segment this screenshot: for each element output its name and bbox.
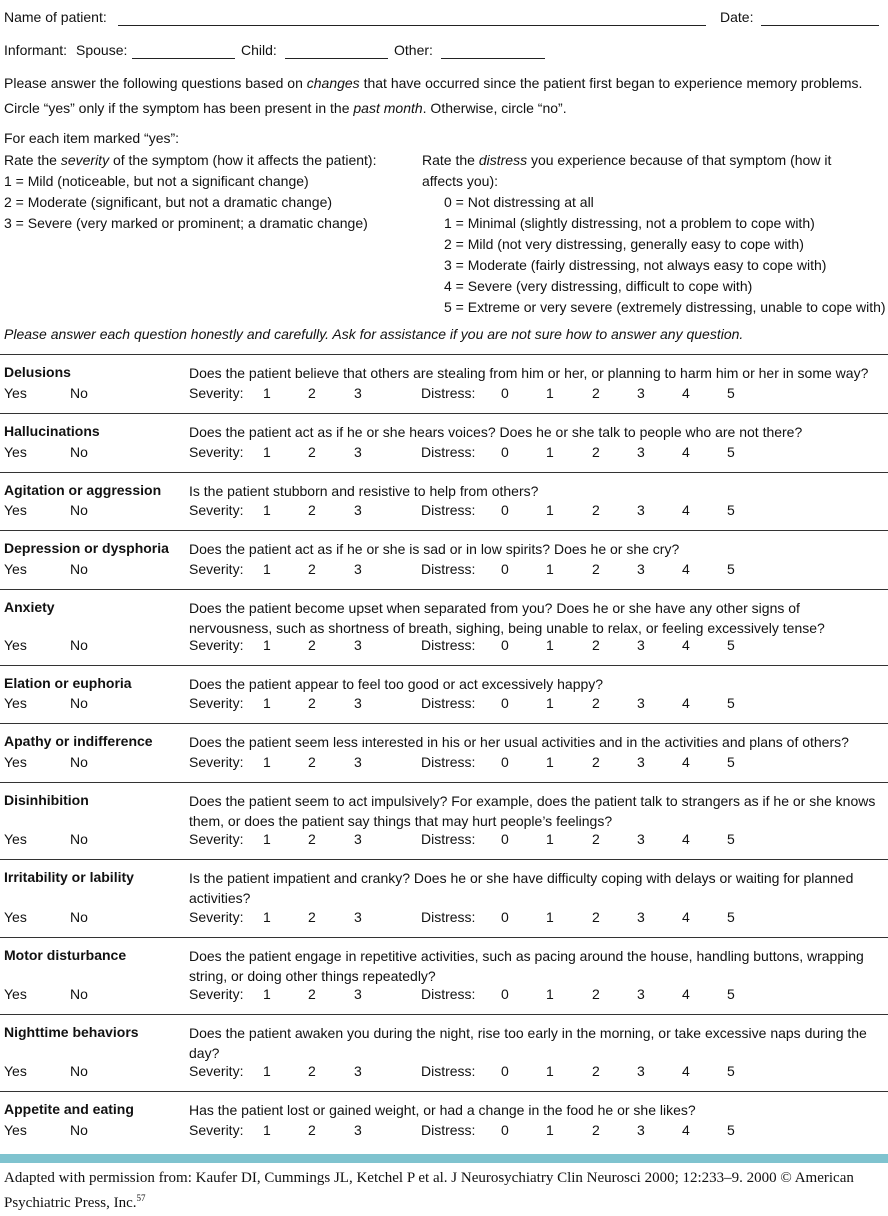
citation: Adapted with permission from: Kaufer DI, Cummings JL, Ketchel P et al. J Neurosychiatry Clin Neurosci 2000; 12:233–9. 2000 © American Psychiatric Press, Inc.$^{57}$ bbox=[4, 1170, 854, 1211]
distress-option-1[interactable]: 1 bbox=[546, 831, 554, 847]
distress-option-2[interactable]: 2 bbox=[592, 986, 600, 1002]
yes-option[interactable]: Yes bbox=[4, 1063, 27, 1079]
distress-option-3[interactable]: 3 bbox=[637, 831, 645, 847]
severity-option-2[interactable]: 2 bbox=[308, 909, 316, 925]
item-divider bbox=[0, 1091, 888, 1092]
severity-option-1[interactable]: 1 bbox=[263, 986, 271, 1002]
distress-option-0[interactable]: 0 bbox=[501, 831, 509, 847]
symptom-question: Does the patient act as if he or she hears voices? Does he or she talk to people who are not there? bbox=[189, 424, 803, 440]
distress-option-1[interactable]: 1 bbox=[546, 637, 554, 653]
distress-option-4[interactable]: 4 bbox=[682, 385, 690, 401]
severity-option-2[interactable]: 2 bbox=[308, 754, 316, 770]
severity-option-3[interactable]: 3 bbox=[354, 1063, 362, 1079]
distress-option-3[interactable]: 3 bbox=[637, 909, 645, 925]
distress-option-2[interactable]: 2 bbox=[592, 831, 600, 847]
distress-option-4[interactable]: 4 bbox=[682, 754, 690, 770]
yes-option[interactable]: Yes bbox=[4, 754, 27, 770]
severity-option-2[interactable]: 2 bbox=[308, 695, 316, 711]
distress-label: Distress: bbox=[421, 502, 476, 518]
severity-label: Severity: bbox=[189, 385, 244, 401]
severity-option-1[interactable]: 1 bbox=[263, 909, 271, 925]
yes-option[interactable]: Yes bbox=[4, 1122, 27, 1138]
distress-option-5[interactable]: 5 bbox=[727, 831, 735, 847]
distress-option-2[interactable]: 2 bbox=[592, 909, 600, 925]
severity-scale-3: 3 = Severe (very marked or prominent; a dramatic change) bbox=[4, 215, 368, 231]
distress-option-3[interactable]: 3 bbox=[637, 561, 645, 577]
distress-option-5[interactable]: 5 bbox=[727, 444, 735, 460]
severity-label: Severity: bbox=[189, 1063, 244, 1079]
distress-scale-0: 0 = Not distressing at all bbox=[444, 194, 594, 210]
distress-label: Distress: bbox=[421, 1063, 476, 1079]
symptom-category: Depression or dysphoria bbox=[4, 540, 169, 556]
instruction-line-2: Circle “yes” only if the symptom has been present in the past month. Otherwise, circle “no”. bbox=[4, 100, 567, 116]
severity-label: Severity: bbox=[189, 561, 244, 577]
distress-instructions bbox=[422, 150, 886, 318]
distress-label: Distress: bbox=[421, 1122, 476, 1138]
severity-option-3[interactable]: 3 bbox=[354, 561, 362, 577]
severity-option-1[interactable]: 1 bbox=[263, 831, 271, 847]
symptom-category: Disinhibition bbox=[4, 792, 89, 808]
no-option[interactable]: No bbox=[70, 444, 88, 460]
item-divider bbox=[0, 354, 888, 355]
severity-option-2[interactable]: 2 bbox=[308, 831, 316, 847]
distress-label: Distress: bbox=[421, 909, 476, 925]
no-option[interactable]: No bbox=[70, 909, 88, 925]
item-divider bbox=[0, 589, 888, 590]
symptom-question: Does the patient appear to feel too good or act excessively happy? bbox=[189, 676, 604, 692]
severity-option-1[interactable]: 1 bbox=[263, 1063, 271, 1079]
severity-option-2[interactable]: 2 bbox=[308, 385, 316, 401]
severity-instructions bbox=[4, 150, 376, 234]
severity-label: Severity: bbox=[189, 502, 244, 518]
symptom-category: Hallucinations bbox=[4, 423, 100, 439]
distress-option-0[interactable]: 0 bbox=[501, 637, 509, 653]
severity-option-3[interactable]: 3 bbox=[354, 831, 362, 847]
distress-option-3[interactable]: 3 bbox=[637, 986, 645, 1002]
severity-option-2[interactable]: 2 bbox=[308, 986, 316, 1002]
severity-label: Severity: bbox=[189, 637, 244, 653]
distress-scale-1: 1 = Minimal (slightly distressing, not a problem to cope with) bbox=[444, 215, 815, 231]
severity-option-3[interactable]: 3 bbox=[354, 909, 362, 925]
instruction-line-1: Please answer the following questions based on changes that have occurred since the patient first began to experience memory problems. bbox=[4, 75, 863, 91]
symptom-category: Apathy or indifference bbox=[4, 733, 153, 749]
informant-label: Informant: bbox=[4, 42, 68, 58]
no-option[interactable]: No bbox=[70, 1122, 88, 1138]
distress-option-2[interactable]: 2 bbox=[592, 444, 600, 460]
distress-option-3[interactable]: 3 bbox=[637, 754, 645, 770]
spouse-label: Spouse: bbox=[76, 42, 128, 58]
distress-scale-3: 3 = Moderate (fairly distressing, not always easy to cope with) bbox=[444, 257, 827, 273]
distress-option-1[interactable]: 1 bbox=[546, 909, 554, 925]
distress-intro: Rate the distress you experience because of that symptom (how it bbox=[422, 152, 832, 168]
symptom-category: Anxiety bbox=[4, 599, 55, 615]
footer-bar bbox=[0, 1154, 888, 1163]
symptom-question: Is the patient impatient and cranky? Does he or she have difficulty coping with delays or waiting for planned activities? bbox=[189, 870, 854, 906]
symptom-category: Agitation or aggression bbox=[4, 482, 162, 498]
no-option[interactable]: No bbox=[70, 637, 88, 653]
severity-option-2[interactable]: 2 bbox=[308, 1063, 316, 1079]
distress-option-0[interactable]: 0 bbox=[501, 754, 509, 770]
for-each-line: For each item marked “yes”: bbox=[4, 130, 180, 146]
distress-option-5[interactable]: 5 bbox=[727, 754, 735, 770]
distress-option-3[interactable]: 3 bbox=[637, 444, 645, 460]
other-field[interactable] bbox=[441, 58, 545, 59]
distress-option-4[interactable]: 4 bbox=[682, 502, 690, 518]
severity-option-3[interactable]: 3 bbox=[354, 502, 362, 518]
yes-option[interactable]: Yes bbox=[4, 909, 27, 925]
severity-label: Severity: bbox=[189, 695, 244, 711]
distress-option-4[interactable]: 4 bbox=[682, 909, 690, 925]
symptom-category: Nighttime behaviors bbox=[4, 1024, 139, 1040]
distress-option-2[interactable]: 2 bbox=[592, 385, 600, 401]
no-option[interactable]: No bbox=[70, 695, 88, 711]
distress-option-0[interactable]: 0 bbox=[501, 1063, 509, 1079]
severity-label: Severity: bbox=[189, 986, 244, 1002]
no-option[interactable]: No bbox=[70, 986, 88, 1002]
item-divider bbox=[0, 859, 888, 860]
distress-label: Distress: bbox=[421, 385, 476, 401]
symptom-question: Is the patient stubborn and resistive to help from others? bbox=[189, 483, 539, 499]
severity-label: Severity: bbox=[189, 909, 244, 925]
yes-option[interactable]: Yes bbox=[4, 986, 27, 1002]
symptom-question: Does the patient engage in repetitive activities, such as pacing around the house, handling buttons, wrapping string, or doing other things repeatedly? bbox=[189, 948, 864, 984]
no-option[interactable]: No bbox=[70, 502, 88, 518]
distress-option-2[interactable]: 2 bbox=[592, 1063, 600, 1079]
severity-option-1[interactable]: 1 bbox=[263, 637, 271, 653]
date-label: Date: bbox=[720, 9, 754, 25]
symptom-category: Irritability or lability bbox=[4, 869, 134, 885]
distress-scale-4: 4 = Severe (very distressing, difficult to cope with) bbox=[444, 278, 753, 294]
distress-option-0[interactable]: 0 bbox=[501, 502, 509, 518]
severity-label: Severity: bbox=[189, 831, 244, 847]
severity-option-2[interactable]: 2 bbox=[308, 561, 316, 577]
honesty-instruction: Please answer each question honestly and carefully. Ask for assistance if you are not sure how to answer any question. bbox=[4, 326, 744, 342]
distress-label: Distress: bbox=[421, 986, 476, 1002]
distress-label: Distress: bbox=[421, 637, 476, 653]
severity-label: Severity: bbox=[189, 1122, 244, 1138]
distress-scale-5: 5 = Extreme or very severe (extremely distressing, unable to cope with) bbox=[444, 299, 886, 315]
item-divider bbox=[0, 472, 888, 473]
symptom-question: Does the patient seem to act impulsively? For example, does the patient talk to strangers as if he or she knows them, or does the patient say things that may hurt people’s feelings? bbox=[189, 793, 876, 829]
severity-option-2[interactable]: 2 bbox=[308, 1122, 316, 1138]
distress-option-1[interactable]: 1 bbox=[546, 986, 554, 1002]
distress-option-0[interactable]: 0 bbox=[501, 909, 509, 925]
distress-option-2[interactable]: 2 bbox=[592, 637, 600, 653]
distress-option-4[interactable]: 4 bbox=[682, 695, 690, 711]
severity-option-3[interactable]: 3 bbox=[354, 444, 362, 460]
severity-option-3[interactable]: 3 bbox=[354, 986, 362, 1002]
distress-label: Distress: bbox=[421, 561, 476, 577]
yes-option[interactable]: Yes bbox=[4, 444, 27, 460]
symptom-question: Has the patient lost or gained weight, or had a change in the food he or she likes? bbox=[189, 1102, 696, 1118]
distress-option-0[interactable]: 0 bbox=[501, 385, 509, 401]
distress-option-5[interactable]: 5 bbox=[727, 1063, 735, 1079]
item-divider bbox=[0, 413, 888, 414]
distress-option-1[interactable]: 1 bbox=[546, 502, 554, 518]
severity-option-1[interactable]: 1 bbox=[263, 1122, 271, 1138]
yes-option[interactable]: Yes bbox=[4, 385, 27, 401]
symptom-category: Appetite and eating bbox=[4, 1101, 134, 1117]
severity-option-3[interactable]: 3 bbox=[354, 754, 362, 770]
distress-intro-cont: affects you): bbox=[422, 173, 499, 189]
item-divider bbox=[0, 530, 888, 531]
distress-option-0[interactable]: 0 bbox=[501, 1122, 509, 1138]
distress-option-4[interactable]: 4 bbox=[682, 1122, 690, 1138]
child-field[interactable] bbox=[285, 58, 388, 59]
yes-option[interactable]: Yes bbox=[4, 695, 27, 711]
item-divider bbox=[0, 665, 888, 666]
item-divider bbox=[0, 937, 888, 938]
yes-option[interactable]: Yes bbox=[4, 831, 27, 847]
distress-option-1[interactable]: 1 bbox=[546, 754, 554, 770]
distress-label: Distress: bbox=[421, 754, 476, 770]
severity-option-1[interactable]: 1 bbox=[263, 502, 271, 518]
distress-option-5[interactable]: 5 bbox=[727, 385, 735, 401]
distress-option-1[interactable]: 1 bbox=[546, 1122, 554, 1138]
severity-option-1[interactable]: 1 bbox=[263, 754, 271, 770]
distress-option-4[interactable]: 4 bbox=[682, 444, 690, 460]
item-divider bbox=[0, 723, 888, 724]
symptom-question: Does the patient awaken you during the night, rise too early in the morning, or take excessive naps during the day? bbox=[189, 1025, 867, 1061]
severity-option-2[interactable]: 2 bbox=[308, 502, 316, 518]
distress-option-2[interactable]: 2 bbox=[592, 502, 600, 518]
distress-scale-2: 2 = Mild (not very distressing, generally easy to cope with) bbox=[444, 236, 804, 252]
distress-label: Distress: bbox=[421, 444, 476, 460]
distress-option-4[interactable]: 4 bbox=[682, 561, 690, 577]
severity-scale-2: 2 = Moderate (significant, but not a dramatic change) bbox=[4, 194, 333, 210]
distress-option-4[interactable]: 4 bbox=[682, 637, 690, 653]
no-option[interactable]: No bbox=[70, 754, 88, 770]
severity-option-1[interactable]: 1 bbox=[263, 695, 271, 711]
distress-option-0[interactable]: 0 bbox=[501, 695, 509, 711]
distress-label: Distress: bbox=[421, 695, 476, 711]
severity-option-3[interactable]: 3 bbox=[354, 637, 362, 653]
distress-option-4[interactable]: 4 bbox=[682, 831, 690, 847]
distress-option-5[interactable]: 5 bbox=[727, 637, 735, 653]
distress-option-1[interactable]: 1 bbox=[546, 695, 554, 711]
distress-option-0[interactable]: 0 bbox=[501, 561, 509, 577]
item-divider bbox=[0, 1014, 888, 1015]
distress-option-2[interactable]: 2 bbox=[592, 561, 600, 577]
severity-option-3[interactable]: 3 bbox=[354, 695, 362, 711]
distress-option-3[interactable]: 3 bbox=[637, 502, 645, 518]
symptom-category: Motor disturbance bbox=[4, 947, 127, 963]
distress-option-4[interactable]: 4 bbox=[682, 986, 690, 1002]
item-divider bbox=[0, 782, 888, 783]
severity-option-2[interactable]: 2 bbox=[308, 444, 316, 460]
severity-option-1[interactable]: 1 bbox=[263, 444, 271, 460]
symptom-question: Does the patient act as if he or she is sad or in low spirits? Does he or she cry? bbox=[189, 541, 680, 557]
no-option[interactable]: No bbox=[70, 831, 88, 847]
distress-label: Distress: bbox=[421, 831, 476, 847]
severity-option-1[interactable]: 1 bbox=[263, 561, 271, 577]
no-option[interactable]: No bbox=[70, 1063, 88, 1079]
symptom-question: Does the patient seem less interested in his or her usual activities and in the activities and plans of others? bbox=[189, 734, 849, 750]
distress-option-3[interactable]: 3 bbox=[637, 695, 645, 711]
distress-option-5[interactable]: 5 bbox=[727, 909, 735, 925]
yes-option[interactable]: Yes bbox=[4, 561, 27, 577]
distress-option-3[interactable]: 3 bbox=[637, 1122, 645, 1138]
yes-option[interactable]: Yes bbox=[4, 502, 27, 518]
severity-option-1[interactable]: 1 bbox=[263, 385, 271, 401]
symptom-question: Does the patient become upset when separated from you? Does he or she have any other signs of nervousness, such as shortness of breath, sighing, being unable to relax, or feeling excessively tense? bbox=[189, 600, 825, 636]
distress-option-5[interactable]: 5 bbox=[727, 502, 735, 518]
date-field[interactable] bbox=[761, 25, 879, 26]
yes-option[interactable]: Yes bbox=[4, 637, 27, 653]
severity-label: Severity: bbox=[189, 754, 244, 770]
distress-option-5[interactable]: 5 bbox=[727, 695, 735, 711]
distress-option-5[interactable]: 5 bbox=[727, 1122, 735, 1138]
no-option[interactable]: No bbox=[70, 561, 88, 577]
severity-option-3[interactable]: 3 bbox=[354, 385, 362, 401]
severity-label: Severity: bbox=[189, 444, 244, 460]
spouse-field[interactable] bbox=[132, 58, 235, 59]
distress-option-0[interactable]: 0 bbox=[501, 444, 509, 460]
distress-option-2[interactable]: 2 bbox=[592, 754, 600, 770]
distress-option-3[interactable]: 3 bbox=[637, 385, 645, 401]
distress-option-2[interactable]: 2 bbox=[592, 1122, 600, 1138]
child-label: Child: bbox=[241, 42, 277, 58]
symptom-question: Does the patient believe that others are stealing from him or her, or planning to harm him or her in some way? bbox=[189, 365, 869, 381]
patient-name-label: Name of patient: bbox=[4, 9, 107, 25]
symptom-category: Elation or euphoria bbox=[4, 675, 132, 691]
distress-option-1[interactable]: 1 bbox=[546, 1063, 554, 1079]
distress-option-5[interactable]: 5 bbox=[727, 986, 735, 1002]
distress-option-1[interactable]: 1 bbox=[546, 385, 554, 401]
symptom-category: Delusions bbox=[4, 364, 71, 380]
distress-option-1[interactable]: 1 bbox=[546, 444, 554, 460]
severity-option-3[interactable]: 3 bbox=[354, 1122, 362, 1138]
distress-option-0[interactable]: 0 bbox=[501, 986, 509, 1002]
distress-option-3[interactable]: 3 bbox=[637, 1063, 645, 1079]
severity-scale-1: 1 = Mild (noticeable, but not a significant change) bbox=[4, 173, 309, 189]
no-option[interactable]: No bbox=[70, 385, 88, 401]
distress-option-1[interactable]: 1 bbox=[546, 561, 554, 577]
distress-option-2[interactable]: 2 bbox=[592, 695, 600, 711]
severity-option-2[interactable]: 2 bbox=[308, 637, 316, 653]
severity-intro: Rate the severity of the symptom (how it affects the patient): bbox=[4, 152, 377, 168]
distress-option-4[interactable]: 4 bbox=[682, 1063, 690, 1079]
patient-name-field[interactable] bbox=[118, 25, 706, 26]
distress-option-3[interactable]: 3 bbox=[637, 637, 645, 653]
other-label: Other: bbox=[394, 42, 433, 58]
distress-option-5[interactable]: 5 bbox=[727, 561, 735, 577]
